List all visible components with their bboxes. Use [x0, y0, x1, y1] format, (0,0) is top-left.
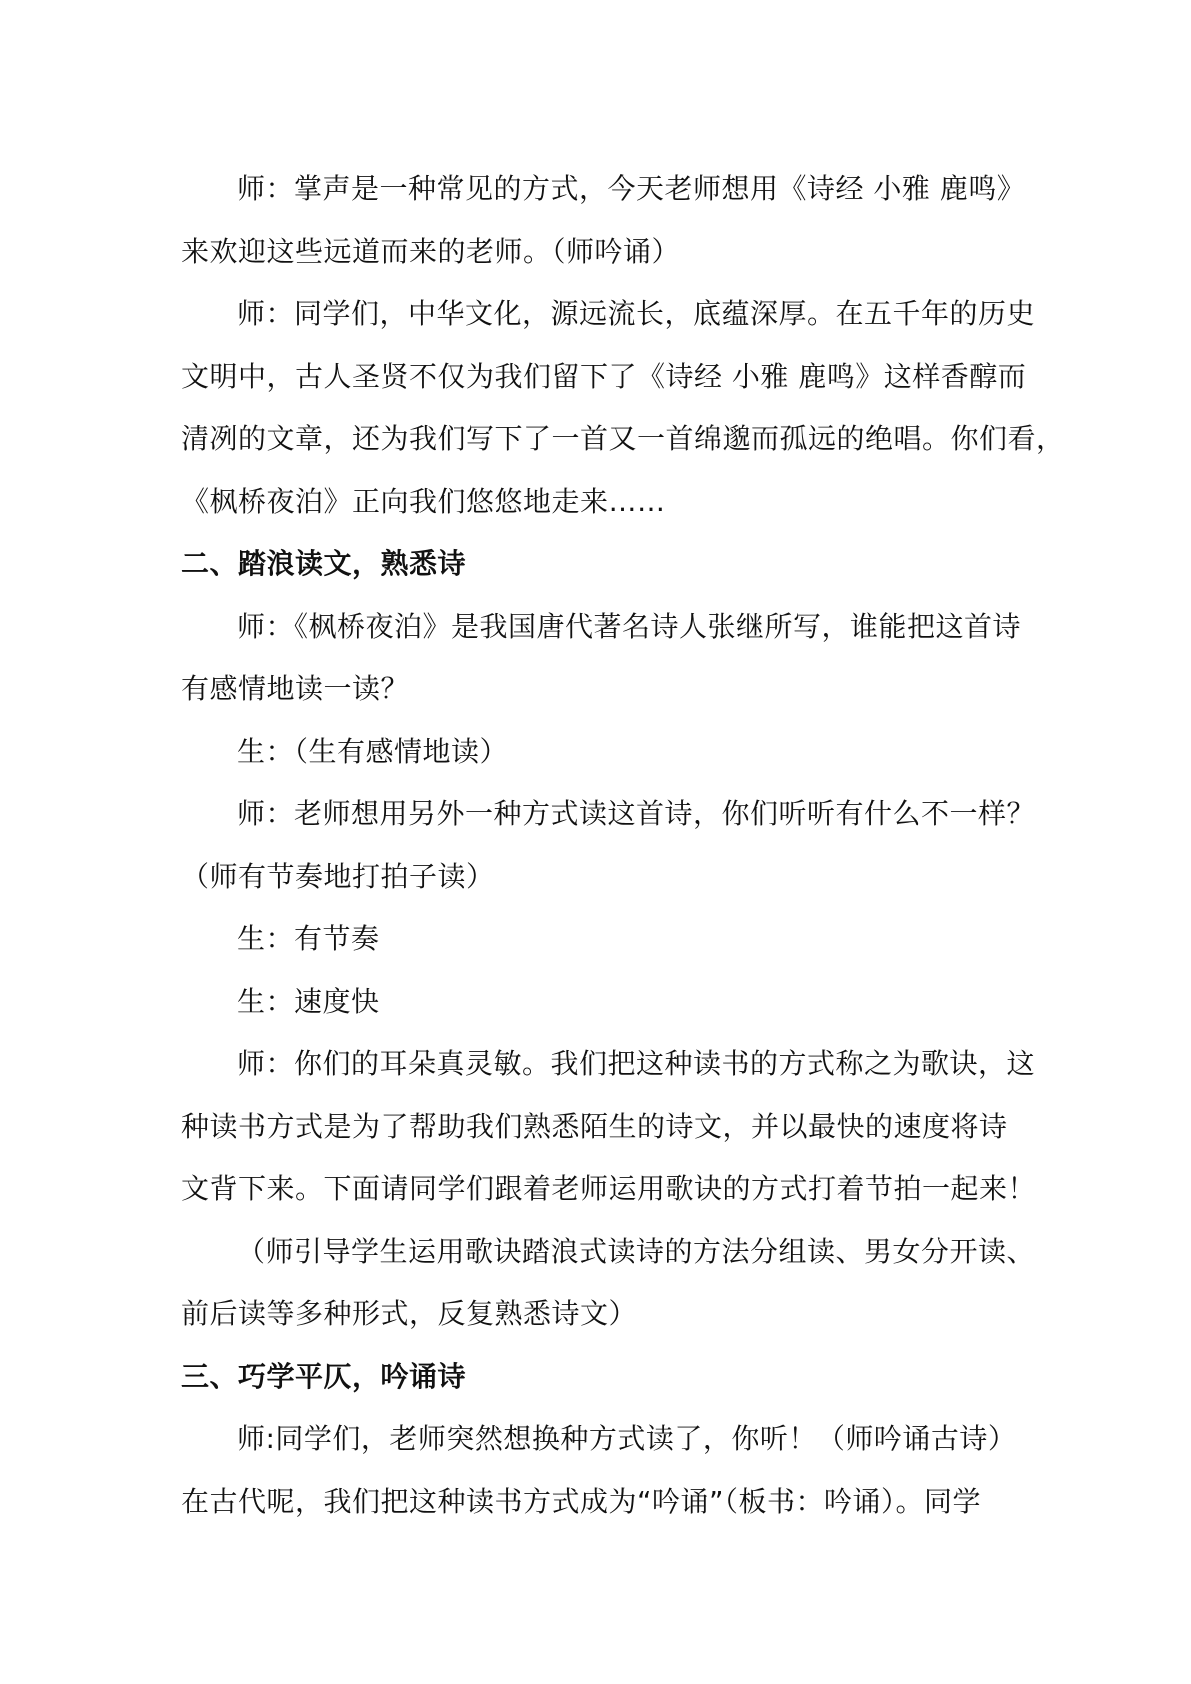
paragraph-line: （师引导学生运用歌诀踏浪式读诗的方法分组读、男女分开读、	[237, 1234, 1036, 1268]
paragraph-line: 师：老师想用另外一种方式读这首诗，你们听听有什么不一样？	[237, 797, 1036, 830]
paragraph-line: 有感情地读一读？	[181, 672, 410, 705]
paragraph-line: 师：《枫桥夜泊》是我国唐代著名诗人张继所写，谁能把这首诗	[237, 609, 1022, 643]
paragraph-line: 师：同学们，中华文化，源远流长，底蕴深厚。在五千年的历史	[237, 297, 1036, 330]
paragraph-line: 师:同学们，老师突然想换种方式读了，你听！（师吟诵古诗）	[237, 1422, 1017, 1455]
paragraph-line: 种读书方式是为了帮助我们熟悉陌生的诗文，并以最快的速度将诗	[181, 1109, 1008, 1143]
paragraph-line: 师：你们的耳朵真灵敏。我们把这种读书的方式称之为歌诀，这	[237, 1047, 1036, 1080]
paragraph-line: 《枫桥夜泊》正向我们悠悠地走来……	[181, 484, 666, 518]
section-heading: 三、巧学平仄，吟诵诗	[181, 1359, 467, 1393]
paragraph-line: 来欢迎这些远道而来的老师。（师吟诵）	[181, 234, 681, 268]
paragraph-line: 清冽的文章，还为我们写下了一首又一首绵邈而孤远的绝唱。你们看，	[181, 422, 1065, 455]
paragraph-line: 在古代呢，我们把这种读书方式成为“吟诵”（板书：吟诵）。同学	[181, 1484, 982, 1518]
paragraph-line: 生：有节奏	[237, 922, 380, 955]
paragraph-line: 文明中，古人圣贤不仅为我们留下了《诗经 小雅 鹿鸣》这样香醇而	[181, 359, 1027, 393]
paragraph-line: （师有节奏地打拍子读）	[181, 859, 495, 893]
document-body	[181, 158, 1065, 1533]
paragraph-line: 前后读等多种形式，反复熟悉诗文）	[181, 1297, 638, 1330]
paragraph-line: 生：速度快	[237, 984, 380, 1018]
paragraph-line: 师：掌声是一种常见的方式，今天老师想用《诗经 小雅 鹿鸣》	[237, 172, 1026, 205]
paragraph-line: 文背下来。下面请同学们跟着老师运用歌诀的方式打着节拍一起来！	[181, 1172, 1037, 1205]
paragraph-line: 生：（生有感情地读）	[237, 734, 509, 768]
section-heading: 二、踏浪读文，熟悉诗	[181, 547, 467, 580]
